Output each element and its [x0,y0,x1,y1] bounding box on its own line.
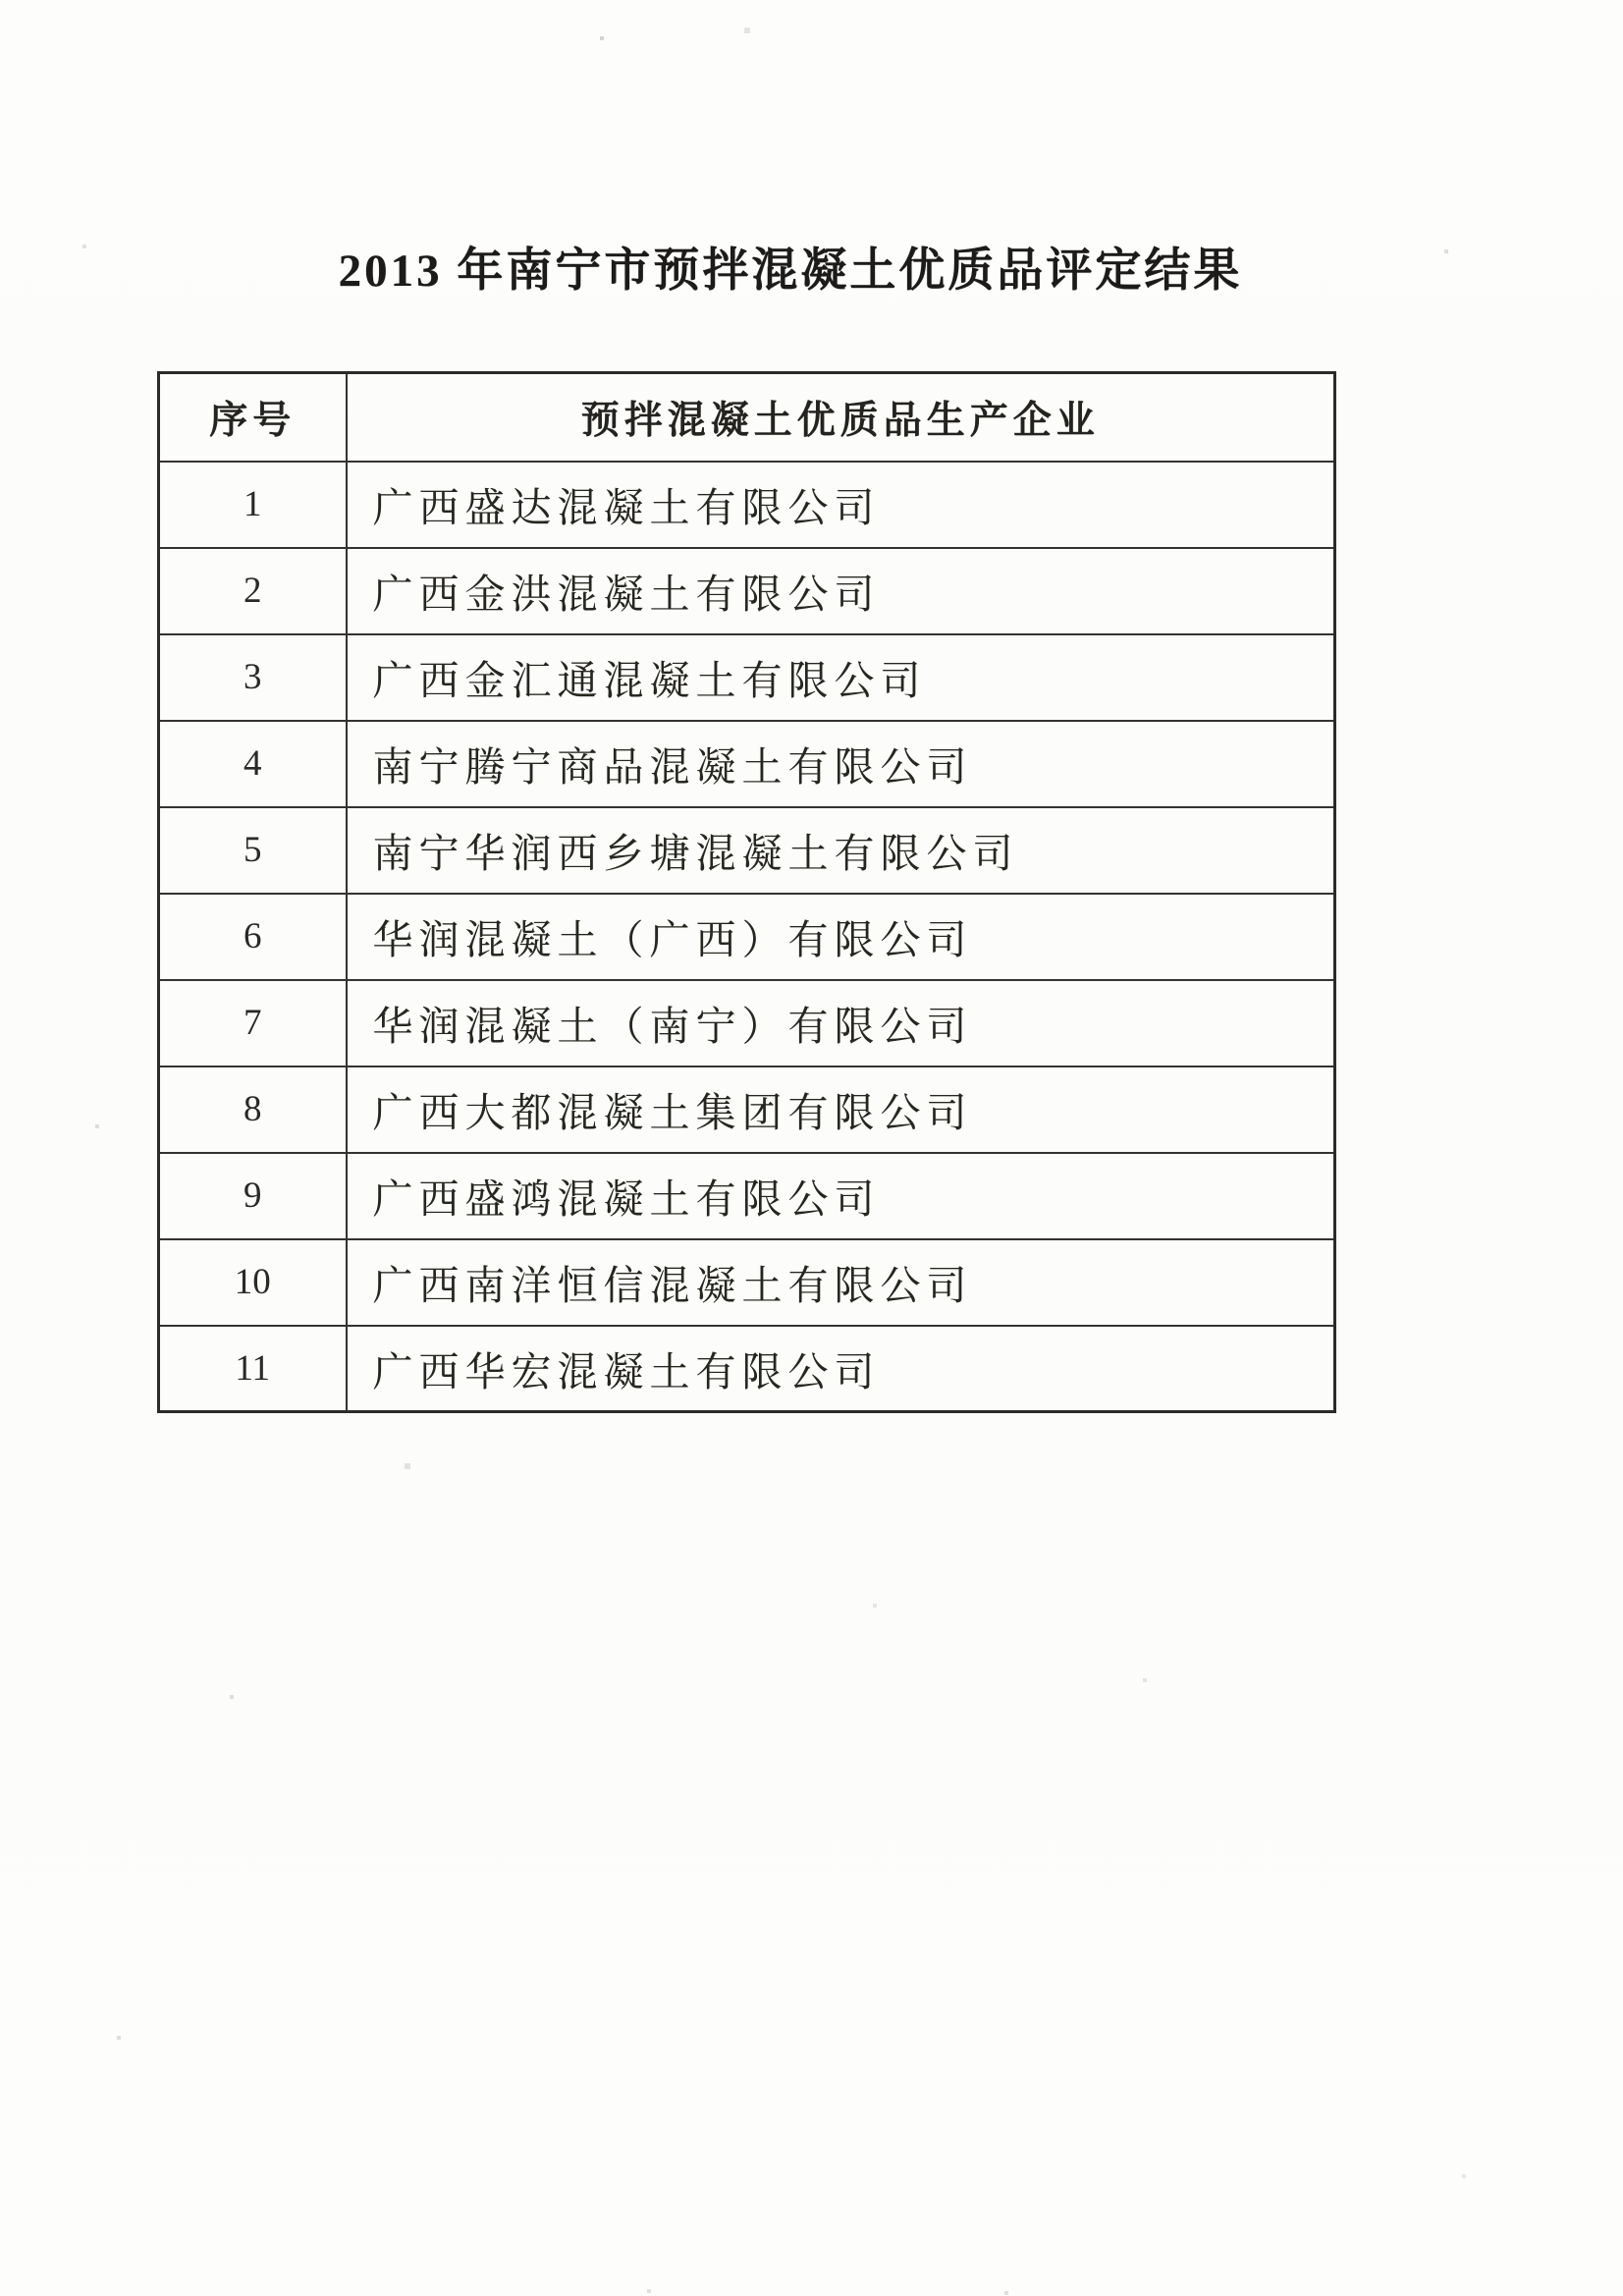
table-row [159,721,1335,807]
table-row [159,1066,1335,1153]
table-row [159,634,1335,721]
cell-company-name: 广西华宏混凝土有限公司 [347,1326,1335,1412]
header-company: 预拌混凝土优质品生产企业 [347,373,1335,462]
table-row [159,462,1335,548]
cell-serial-number: 9 [159,1153,347,1239]
cell-serial-number: 5 [159,807,347,894]
table-row [159,548,1335,634]
table-header-row [159,373,1335,462]
cell-serial-number: 4 [159,721,347,807]
table-row [159,980,1335,1066]
table-row [159,1153,1335,1239]
cell-company-name: 广西盛达混凝土有限公司 [347,462,1335,548]
cell-serial-number: 3 [159,634,347,721]
cell-company-name: 华润混凝土（南宁）有限公司 [347,980,1335,1066]
header-serial-number: 序号 [159,373,347,462]
cell-company-name: 华润混凝土（广西）有限公司 [347,894,1335,980]
cell-serial-number: 2 [159,548,347,634]
table-row [159,1239,1335,1326]
cell-company-name: 南宁腾宁商品混凝土有限公司 [347,721,1335,807]
cell-company-name: 广西大都混凝土集团有限公司 [347,1066,1335,1153]
cell-company-name: 广西金汇通混凝土有限公司 [347,634,1335,721]
cell-company-name: 广西金洪混凝土有限公司 [347,548,1335,634]
cell-serial-number: 1 [159,462,347,548]
table-row [159,894,1335,980]
cell-serial-number: 6 [159,894,347,980]
table-row [159,1326,1335,1412]
cell-company-name: 南宁华润西乡塘混凝土有限公司 [347,807,1335,894]
cell-company-name: 广西南洋恒信混凝土有限公司 [347,1239,1335,1326]
table-row [159,807,1335,894]
cell-company-name: 广西盛鸿混凝土有限公司 [347,1153,1335,1239]
scan-speckles [0,0,2,2]
cell-serial-number: 10 [159,1239,347,1326]
cell-serial-number: 7 [159,980,347,1066]
evaluation-results-table [157,371,1336,1413]
document-title: 2013 年南宁市预拌混凝土优质品评定结果 [338,246,1243,297]
cell-serial-number: 11 [159,1326,347,1412]
cell-serial-number: 8 [159,1066,347,1153]
